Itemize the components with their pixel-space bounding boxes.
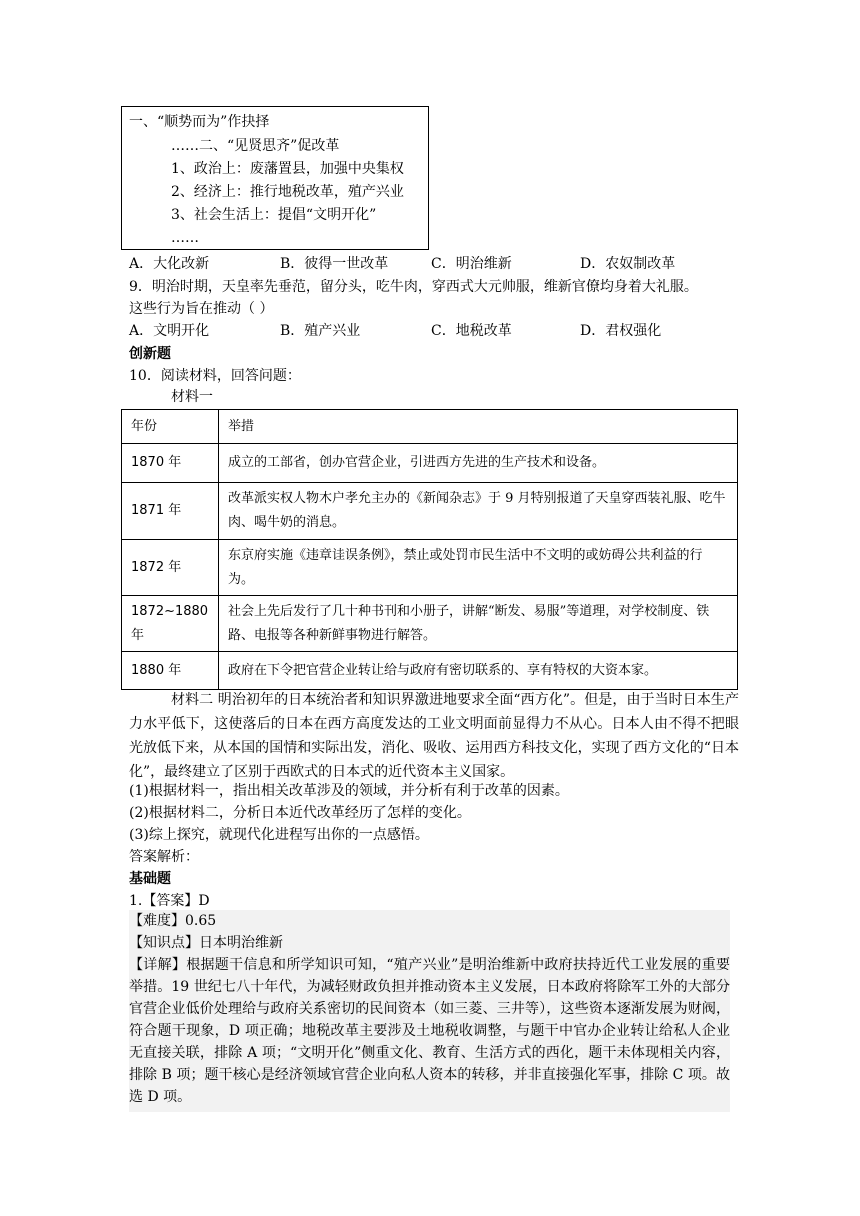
q8-option-b: B．彼得一世改革 [280, 256, 389, 272]
table-row [122, 540, 738, 596]
table-cell-year: 1880 年 [122, 652, 219, 690]
q8-option-d: D．农奴制改革 [580, 256, 676, 272]
outline-line-4: 2、经济上：推行地税改革，殖产兴业 [171, 184, 404, 200]
q8-option-c: C．明治维新 [431, 256, 512, 272]
material1-label: 材料一 [171, 389, 213, 405]
table-row [122, 483, 738, 540]
innovation-heading: 创新题 [129, 346, 171, 362]
table-header-measure: 举措 [219, 410, 738, 444]
outline-line-3: 1、政治上：废藩置县，加强中央集权 [171, 161, 404, 177]
table-cell-measure: 成立的工部省，创办官营企业，引进西方先进的生产技术和设备。 [219, 444, 738, 483]
table-cell-measure: 改革派实权人物木户孝允主办的《新闻杂志》于 9 月特别报道了天皇穿西装礼服、吃牛肉、喝牛奶的消息。 [219, 483, 738, 540]
outline-line-6: …… [171, 230, 199, 246]
q10-sub-3: (3)综上探究，就现代化进程写出你的一点感悟。 [129, 827, 429, 843]
detail-paragraph: 【详解】根据题干信息和所学知识可知，“殖产兴业”是明治维新中政府扶持近代工业发展的重要举措。19 世纪七八十年代，为减轻财政负担并推动资本主义发展，日本政府将除军工外的大部分官营企业低价处理给与政府关系密切的民间资本（如三菱、三井等），这些资本逐渐发展为财阀，符合题干现象，D 项正确；地税改革主要涉及土地税收调整，与题干中官办企业转让给私人企业无直接关联，排除 A 项；“文明开化”侧重文化、教育、生活方式的西化，题干未体现相关内容，排除 B 项；题干核心是经济领域官营企业向私人资本的转移，并非直接强化军事，排除 C 项。故选 D 项。 [129, 957, 730, 1105]
material2-paragraph: 材料二 明治初年的日本统治者和知识界激进地要求全面“西方化”。但是，由于当时日本生产力水平低下，这使落后的日本在西方高度发达的工业文明面前显得力不从心。日本人由不得不把眼光放低下来，从本国的国情和实际出发，消化、吸收、运用西方科技文化，实现了西方文化的“日本化”，最终建立了区别于西欧式的日本式的近代资本主义国家。 [129, 692, 739, 780]
q10-sub-1: (1)根据材料一，指出相关改革涉及的领域，并分析有利于改革的因素。 [129, 783, 569, 799]
table-cell-measure: 东京府实施《违章诖误条例》，禁止或处罚市民生活中不文明的或妨碍公共利益的行为。 [219, 540, 738, 596]
analysis-block [129, 910, 730, 1112]
q9-option-c: C．地税改革 [431, 323, 512, 339]
answer-heading: 答案解析： [129, 849, 199, 865]
answer-1: 1.【答案】D [129, 893, 210, 909]
material-table [121, 409, 738, 690]
table-cell-year: 1870 年 [122, 444, 219, 483]
table-cell-year: 1871 年 [122, 483, 219, 540]
q9-option-a: A．文明开化 [129, 323, 210, 339]
table-row [122, 652, 738, 690]
q9-option-b: B．殖产兴业 [280, 323, 361, 339]
table-header-row [122, 410, 738, 444]
table-row [122, 596, 738, 652]
outline-line-2: ……二、“见贤思齐”促改革 [171, 138, 340, 154]
q8-option-a: A．大化改新 [129, 256, 210, 272]
q10-sub-2: (2)根据材料二，分析日本近代改革经历了怎样的变化。 [129, 805, 471, 821]
basic-heading: 基础题 [129, 871, 171, 887]
table-cell-measure: 社会上先后发行了几十种书刊和小册子，讲解“断发、易服”等道理，对学校制度、铁路、电报等各种新鲜事物进行解答。 [219, 596, 738, 652]
table-cell-year: 1872 年 [122, 540, 219, 596]
table-row [122, 444, 738, 483]
q9-stem-line-2: 这些行为旨在推动（ ） [129, 301, 274, 317]
knowledge-line: 【知识点】日本明治维新 [129, 935, 283, 951]
outline-line-1: 一、“顺势而为”作抉择 [129, 114, 270, 130]
table-cell-measure: 政府在下令把官营企业转让给与政府有密切联系的、享有特权的大资本家。 [219, 652, 738, 690]
table-cell-year: 1872~1880 年 [122, 596, 219, 652]
q9-stem-line-1: 9．明治时期，天皇率先垂范，留分头，吃牛肉，穿西式大元帅服，维新官僚均身着大礼服。 [129, 279, 698, 295]
q10-stem: 10．阅读材料，回答问题： [129, 368, 301, 384]
outline-line-5: 3、社会生活上：提倡“文明开化” [171, 207, 377, 223]
q9-option-d: D．君权强化 [580, 323, 662, 339]
difficulty-line: 【难度】0.65 [129, 913, 217, 929]
table-header-year: 年份 [122, 410, 219, 444]
